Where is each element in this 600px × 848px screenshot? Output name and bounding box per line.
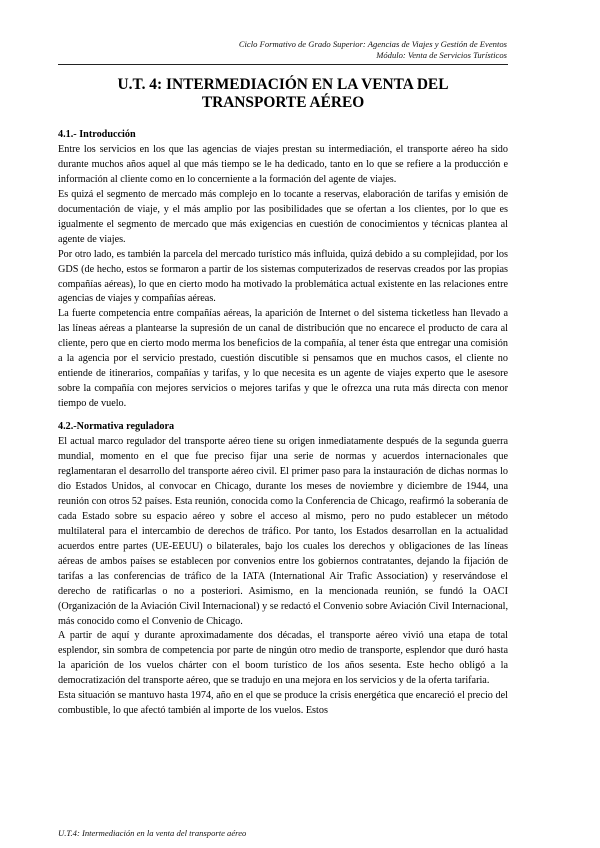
paragraph: A partir de aquí y durante aproximadamente dos décadas, el transporte aéreo vivió una etapa de total esplendor, sin sombra de competencia por parte de ningún otro medio de transporte, esplendor que duró hasta la aparición de los vuelos chárter con el boom turístico de los años sesenta. Este hecho obligó a la democratización del transporte aéreo, que se tradujo en una mejora en los servicios y de la oferta tarifaria. [58, 630, 508, 687]
header-module: Módulo: Venta de Servicios Turísticos [376, 50, 507, 60]
running-footer: U.T.4: Intermediación en la venta del transporte aéreo [58, 828, 247, 838]
section-heading-normativa: 4.2.-Normativa reguladora [58, 421, 175, 433]
paragraph: Es quizá el segmento de mercado más complejo en lo tocante a reservas, elaboración de tarifas y emisión de documentación de viaje, y el más amplio por las posibilidades que se ofertan a los clientes, por lo que es igualmente el segmento de mercado que más exigencias en cuestión de conocimientos y técnicas plantea al agente de viajes. [58, 188, 508, 245]
body-content [58, 128, 508, 719]
paragraph: Entre los servicios en los que las agencias de viajes prestan su intermediación, el transporte aéreo ha sido durante muchos años aquel al que más tiempo se le ha dedicado, tanto en lo que se refiere a la producción e información al cliente como en lo concerniente a la formación del agente de viajes. [58, 143, 508, 185]
section-spacer [58, 412, 508, 420]
section-heading-introduccion: 4.1.- Introducción [58, 129, 136, 140]
paragraph: El actual marco regulador del transporte aéreo tiene su origen inmediatamente después de la segunda guerra mundial, momento en el que fue preciso fijar una serie de normas y acuerdos internacionales que reglamentaran el desarrollo del transporte aéreo civil. El primer paso para la instauración de dichas normas lo dio Estados Unidos, al convocar en Chicago, durante los meses de noviembre y diciembre de 1944, una reunión con otros 52 países. Esta reunión, conocida como la Conferencia de Chicago, reafirmó la soberanía de cada Estado sobre su espacio aéreo y sobre el acceso al mismo, pero no pudo establecer un método multilateral para el intercambio de derechos de tráfico. Por tanto, los Estados desarrollan en la actualidad acuerdos entre partes (UE-EEUU) o bilaterales, bajo los cuales los derechos y obligaciones de las líneas aéreas de ambos países se establecen por convenios entre los gobiernos contratantes, dejando la fijación de tarifas a las conferencias de tráfico de la IATA (International Air Trafic Association) y reservándose el derecho de ratificarlas o no a posteriori. Asimismo, en la mencionada reunión, se fundó la OACI (Organización de la Aviación Civil Internacional) y se redactó el Convenio sobre Aviación Civil Internacional, más conocido como el Convenio de Chicago. [58, 436, 508, 627]
title-line-2: TRANSPORTE AÉREO [201, 94, 365, 111]
page-title [58, 76, 508, 112]
header-divider [58, 64, 508, 65]
running-header [239, 39, 507, 61]
paragraph: Por otro lado, es también la parcela del mercado turístico más influida, quizá debido a su complejidad, por los GDS (de hecho, estos se formaron a partir de los sistemas computerizados de reservas creados por las propias compañías aéreas), lo que en cierto modo ha motivado la problemática actual existente en las relaciones entre agencias de viajes y compañías aéreas. [58, 248, 508, 305]
paragraph: La fuerte competencia entre compañías aéreas, la aparición de Internet o del sistema ticketless han llevado a las líneas aéreas a plantearse la supresión de un canal de distribución que no encarece el producto de cara al cliente, pero que en cierto modo merma los beneficios de la compañía, al tener ésta que entregar una comisión a la agencia por el servicio prestado, cuestión discutible si pensamos que en muchos casos, el cliente no entiende de itinerarios, compañías y tarifas, y lo que necesita es un agente de viajes experto que le asesore sobre la compañía con mejores servicios o mejores tarifas y que le ofrezca una ruta más directa con menor tiempo de vuelo. [58, 308, 508, 410]
paragraph: Esta situación se mantuvo hasta 1974, año en el que se produce la crisis energética que encareció el precio del combustible, lo que afectó también al importe de los vuelos. Estos [58, 690, 508, 717]
title-line-1: U.T. 4: INTERMEDIACIÓN EN LA VENTA DEL [117, 76, 449, 93]
header-course: Ciclo Formativo de Grado Superior: Agencias de Viajes y Gestión de Eventos [238, 39, 507, 49]
